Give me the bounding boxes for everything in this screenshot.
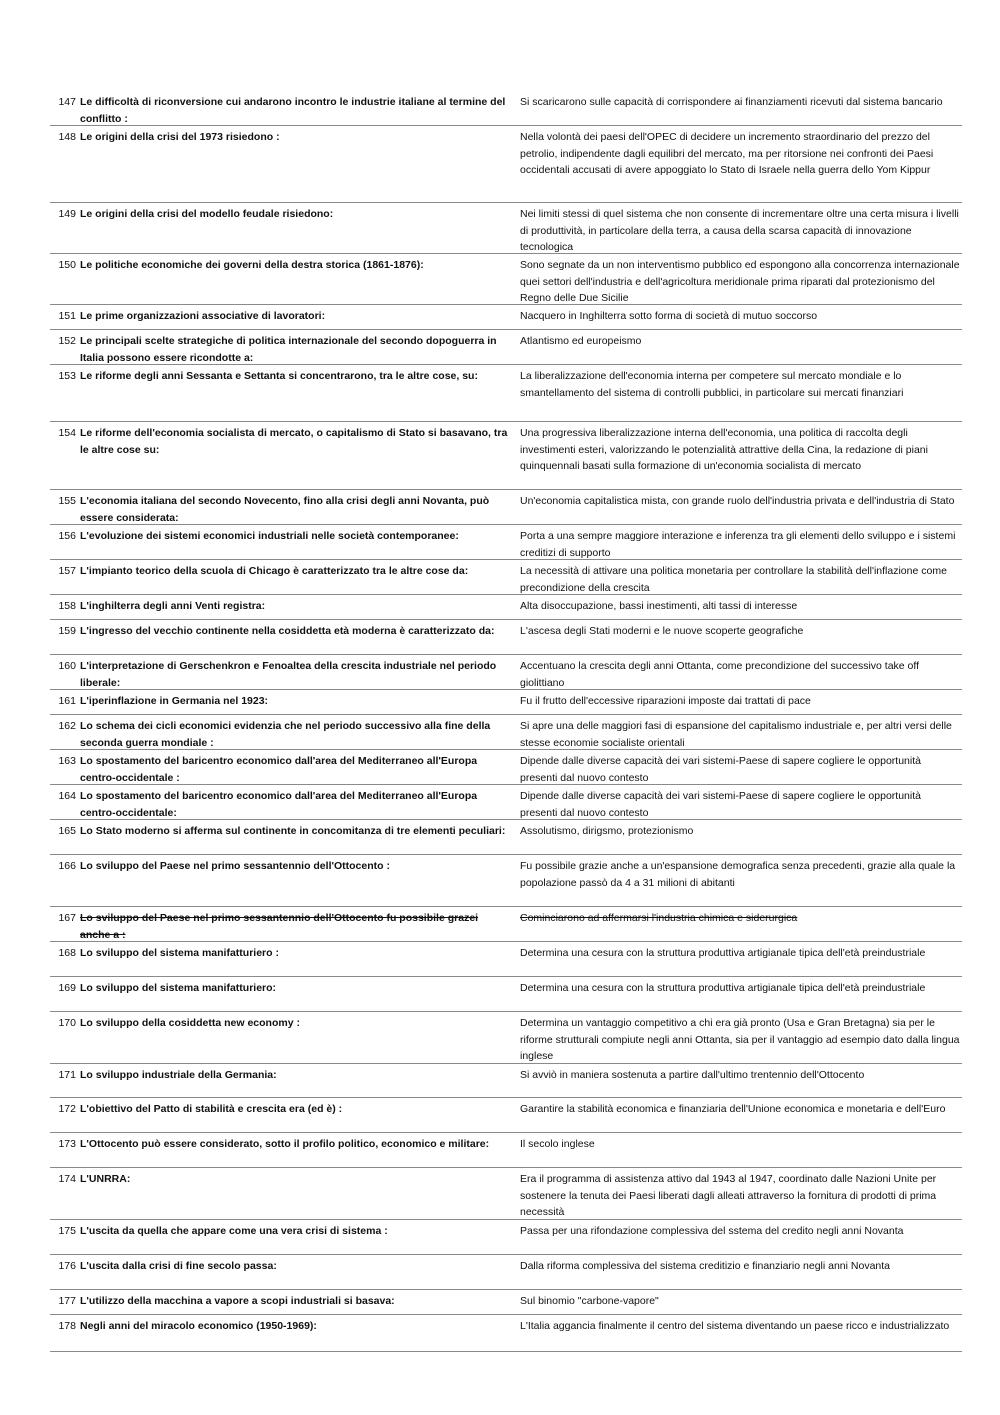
question-text: Le riforme dell'economia socialista di mercato, o capitalismo di Stato si basavano, tra le altre cose su: — [80, 427, 508, 456]
answer-text: Sono segnate da un non interventismo pubblico ed espongono alla concorrenza internazionale quei settori dell'industria e dell'agricoltura meridionale prima riparati dal protezionismo del Regno delle Due Sicilie — [520, 259, 960, 304]
table-row — [50, 655, 962, 690]
row-number: 159 — [58, 625, 76, 637]
question-text: L'inghilterra degli anni Venti registra: — [80, 600, 266, 612]
answer-text: Dalla riforma complessiva del sistema creditizio e finanziario negli anni Novanta — [520, 1260, 891, 1272]
table-row — [50, 977, 962, 1012]
row-number: 156 — [58, 530, 76, 542]
answer-text: Il secolo inglese — [520, 1138, 595, 1150]
row-number: 175 — [58, 1225, 76, 1237]
question-text: L'utilizzo della macchina a vapore a scopi industriali si basava: — [80, 1295, 395, 1307]
question-text: L'impianto teorico della scuola di Chicago è caratterizzato tra le altre cose da: — [80, 565, 469, 577]
question-text: Le origini della crisi del 1973 risiedono : — [80, 131, 280, 143]
table-row — [50, 1098, 962, 1133]
question-text: Le prime organizzazioni associative di lavoratori: — [80, 310, 326, 322]
answer-text: Dipende dalle diverse capacità dei vari sistemi-Paese di sapere cogliere le opportunità presenti dal nuovo contesto — [520, 755, 921, 784]
answer-text: Cominciarono ad affermarsi l'industria chimica e siderurgica — [520, 912, 798, 924]
row-number: 150 — [58, 259, 76, 271]
table-row — [50, 1064, 962, 1098]
row-number: 157 — [58, 565, 76, 577]
row-number: 167 — [58, 912, 76, 924]
table-row — [50, 1012, 962, 1064]
question-text: L'evoluzione dei sistemi economici industriali nelle società contemporanee: — [80, 530, 459, 542]
qa-table — [50, 91, 962, 1352]
row-number: 161 — [58, 695, 76, 707]
table-row — [50, 330, 962, 365]
question-text: Le origini della crisi del modello feudale risiedono: — [80, 208, 334, 220]
question-text: L'Ottocento può essere considerato, sotto il profilo politico, economico e militare: — [80, 1138, 490, 1150]
table-row — [50, 490, 962, 525]
table-row — [50, 126, 962, 203]
table-row — [50, 91, 962, 126]
table-row — [50, 254, 962, 305]
row-number: 174 — [58, 1173, 76, 1185]
answer-text: Determina una cesura con la struttura produttiva artigianale tipica dell'età preindustriale — [520, 982, 926, 994]
row-number: 148 — [58, 131, 76, 143]
table-row — [50, 690, 962, 715]
table-row — [50, 855, 962, 907]
row-number: 178 — [58, 1320, 76, 1332]
row-number: 158 — [58, 600, 76, 612]
table-row — [50, 1315, 962, 1352]
question-text: Le riforme degli anni Sessanta e Settanta si concentrarono, tra le altre cose, su: — [80, 370, 478, 382]
row-number: 149 — [58, 208, 76, 220]
table-row — [50, 305, 962, 330]
row-number: 152 — [58, 335, 76, 347]
row-number: 153 — [58, 370, 76, 382]
table-row — [50, 595, 962, 620]
answer-text: Fu possibile grazie anche a un'espansione demografica senza precedenti, grazie alla quale la popolazione passò da 4 a 31 milioni di abitanti — [520, 860, 956, 889]
question-text: L'economia italiana del secondo Novecento, fino alla crisi degli anni Novanta, può essere considerata: — [80, 495, 490, 524]
table-row — [50, 750, 962, 785]
answer-text: Determina un vantaggio competitivo a chi era già pronto (Usa e Gran Bretagna) sia per le riforme strutturali compiute negli anni Ottanta, sia per il vantaggio ad esempio dato dalla lingua inglese — [520, 1017, 960, 1062]
question-text: Negli anni del miracolo economico (1950-1969): — [80, 1320, 317, 1332]
row-number: 155 — [58, 495, 76, 507]
question-text: Lo sviluppo industriale della Germania: — [80, 1069, 277, 1081]
answer-text: Determina una cesura con la struttura produttiva artigianale tipica dell'età preindustriale — [520, 947, 926, 959]
question-text: Lo sviluppo della cosiddetta new economy : — [80, 1017, 300, 1029]
row-number: 173 — [58, 1138, 76, 1150]
question-text: Lo schema dei cicli economici evidenzia che nel periodo successivo alla fine della seconda guerra mondiale : — [80, 720, 491, 749]
question-text: L'iperinflazione in Germania nel 1923: — [80, 695, 269, 707]
answer-text: L'Italia aggancia finalmente il centro del sistema diventando un paese ricco e industrializzato — [520, 1320, 950, 1332]
question-text: Le difficoltà di riconversione cui andarono incontro le industrie italiane al termine del conflitto : — [80, 96, 506, 125]
row-number: 177 — [58, 1295, 76, 1307]
table-row — [50, 1290, 962, 1315]
question-text: Lo spostamento del baricentro economico dall'area del Mediterraneo all'Europa centro-occidentale : — [80, 755, 478, 784]
answer-text: Nella volontà dei paesi dell'OPEC di decidere un incremento straordinario del prezzo del petrolio, indipendente dagli equilibri del mercato, ma per ritorsione nei confronti dei Paesi occidentali accusati di avere appoggiato lo Stato di Israele nella guerra dello Yom Kippur — [520, 131, 934, 176]
question-text: L'UNRRA: — [80, 1173, 131, 1185]
table-row — [50, 203, 962, 254]
row-number: 172 — [58, 1103, 76, 1115]
table-row — [50, 715, 962, 750]
row-number: 165 — [58, 825, 76, 837]
row-number: 168 — [58, 947, 76, 959]
answer-text: Fu il frutto dell'eccessive riparazioni imposte dai trattati di pace — [520, 695, 811, 707]
question-text: L'obiettivo del Patto di stabilità e crescita era (ed è) : — [80, 1103, 343, 1115]
answer-text: Assolutismo, dirigsmo, protezionismo — [520, 825, 694, 837]
question-text: Lo sviluppo del Paese nel primo sessantennio dell'Ottocento : — [80, 860, 390, 872]
row-number: 151 — [58, 310, 76, 322]
answer-text: L'ascesa degli Stati moderni e le nuove scoperte geografiche — [520, 625, 804, 637]
answer-text: Porta a una sempre maggiore interazione e inferenza tra gli elementi dello sviluppo e i sistemi creditizi di supporto — [520, 530, 956, 559]
question-text: L'uscita da quella che appare come una vera crisi di sistema : — [80, 1225, 388, 1237]
question-text: L'uscita dalla crisi di fine secolo passa: — [80, 1260, 277, 1272]
answer-text: Era il programma di assistenza attivo dal 1943 al 1947, coordinato dalle Nazioni Unite per sostenere la tenuta dei Paesi liberati dagli alleati attraverso la fornitura di prodotti di prima necessità — [520, 1173, 937, 1218]
table-row — [50, 1220, 962, 1255]
table-row — [50, 785, 962, 820]
table-row — [50, 365, 962, 422]
answer-text: La necessità di attivare una politica monetaria per controllare la stabilità dell'inflazione come precondizione della crescita — [520, 565, 947, 594]
row-number: 170 — [58, 1017, 76, 1029]
table-row — [50, 560, 962, 595]
row-number: 154 — [58, 427, 76, 439]
row-number: 162 — [58, 720, 76, 732]
table-row — [50, 907, 962, 942]
row-number: 169 — [58, 982, 76, 994]
answer-text: Accentuano la crescita degli anni Ottanta, come precondizione del successivo take off giolittiano — [520, 660, 920, 689]
question-text: Lo sviluppo del sistema manifatturiero : — [80, 947, 279, 959]
row-number: 164 — [58, 790, 76, 802]
question-text: Lo spostamento del baricentro economico dall'area del Mediterraneo all'Europa centro-occidentale: — [80, 790, 478, 819]
table-row — [50, 942, 962, 977]
question-text: Lo sviluppo del Paese nel primo sessantennio dell'Ottocento fu possibile grazei anche a : — [80, 912, 479, 941]
answer-text: Nacquero in Inghilterra sotto forma di società di mutuo soccorso — [520, 310, 818, 322]
answer-text: Passa per una rifondazione complessiva del sstema del credito negli anni Novanta — [520, 1225, 904, 1237]
row-number: 176 — [58, 1260, 76, 1272]
question-text: L'interpretazione di Gerschenkron e Fenoaltea della crescita industriale nel periodo liberale: — [80, 660, 497, 689]
table-row — [50, 525, 962, 560]
row-number: 163 — [58, 755, 76, 767]
answer-text: Atlantismo ed europeismo — [520, 335, 642, 347]
question-text: Le principali scelte strategiche di politica internazionale del secondo dopoguerra in Italia possono essere ricondotte a: — [80, 335, 497, 364]
answer-text: Garantire la stabilità economica e finanziaria dell'Unione economica e monetaria e dell'Euro — [520, 1103, 946, 1115]
answer-text: Dipende dalle diverse capacità dei vari sistemi-Paese di sapere cogliere le opportunità presenti dal nuovo contesto — [520, 790, 921, 819]
row-number: 160 — [58, 660, 76, 672]
answer-text: La liberalizzazione dell'economia interna per competere sul mercato mondiale e lo smantellamento del sistema di controlli pubblici, in particolare sui mercati finanziari — [520, 370, 904, 399]
question-text: Le politiche economiche dei governi della destra storica (1861-1876): — [80, 259, 424, 271]
answer-text: Una progressiva liberalizzazione interna dell'economia, una politica di raccolta degli investimenti esteri, valorizzando le potenzialità attrattive della Cina, la redazione di piani quinquennali basati sulla formazione di un'economia socialista di mercato — [520, 427, 928, 472]
row-number: 147 — [58, 96, 76, 108]
table-row — [50, 422, 962, 490]
question-text: Lo Stato moderno si afferma sul continente in concomitanza di tre elementi peculiari: — [80, 825, 506, 837]
table-row — [50, 820, 962, 855]
table-row — [50, 1133, 962, 1168]
answer-text: Un'economia capitalistica mista, con grande ruolo dell'industria privata e dell'industria di Stato — [520, 495, 955, 507]
question-text: L'ingresso del vecchio continente nella cosiddetta età moderna è caratterizzato da: — [80, 625, 495, 637]
row-number: 166 — [58, 860, 76, 872]
answer-text: Nei limiti stessi di quel sistema che non consente di incrementare oltre una certa misura i livelli di produttività, in particolare della terra, a causa della scarsa capacità di innovazione tecnologica — [520, 208, 959, 253]
question-text: Lo sviluppo del sistema manifatturiero: — [80, 982, 277, 994]
table-row — [50, 1168, 962, 1220]
table-row — [50, 620, 962, 655]
answer-text: Si avviò in maniera sostenuta a partire dall'ultimo trentennio dell'Ottocento — [520, 1069, 865, 1081]
table-row — [50, 1255, 962, 1290]
answer-text: Sul binomio "carbone-vapore" — [520, 1295, 659, 1307]
answer-text: Si scaricarono sulle capacità di corrispondere ai finanziamenti ricevuti dal sistema bancario — [520, 96, 943, 108]
answer-text: Alta disoccupazione, bassi inestimenti, alti tassi di interesse — [520, 600, 798, 612]
answer-text: Si apre una delle maggiori fasi di espansione del capitalismo industriale e, per altri versi delle stesse economie socialiste orientali — [520, 720, 952, 749]
row-number: 171 — [58, 1069, 76, 1081]
